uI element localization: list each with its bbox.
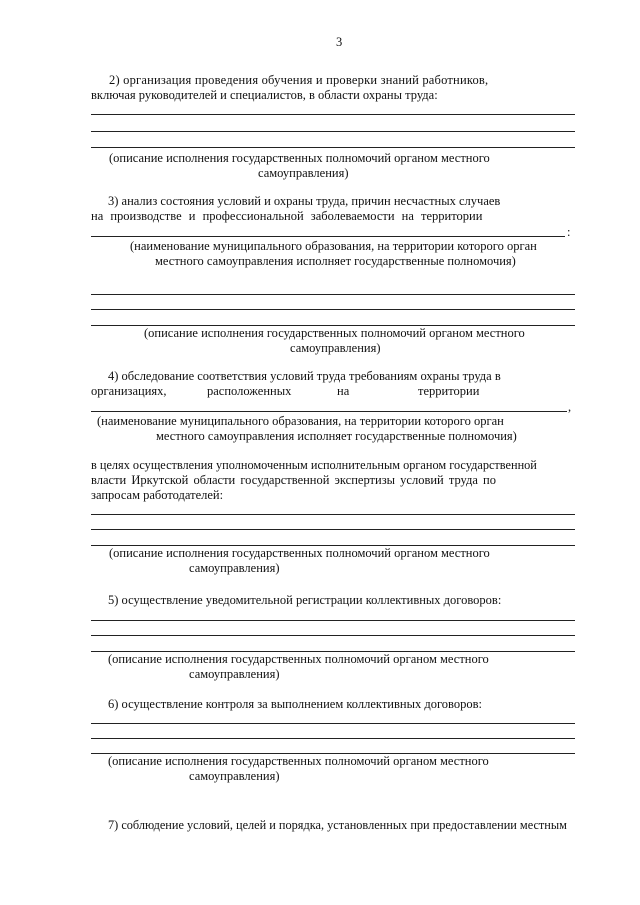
page-number: 3	[336, 35, 343, 49]
fill-line	[91, 411, 567, 412]
caption-exec-line2: самоуправления)	[258, 166, 349, 180]
item-2-line2: включая руководителей и специалистов, в области охраны труда:	[91, 88, 438, 102]
item-4-word4: территории	[418, 384, 480, 398]
fill-line	[91, 236, 565, 237]
fill-line	[91, 131, 575, 132]
fill-line	[91, 147, 575, 148]
item-4-comma: ,	[568, 400, 572, 414]
item-4-word2: расположенных	[207, 384, 292, 398]
caption-exec-line1: (описание исполнения государственных полномочий органом местного	[108, 652, 489, 666]
item-3-line1: 3) анализ состояния условий и охраны труда, причин несчастных случаев	[108, 194, 501, 208]
fill-line	[91, 738, 575, 739]
item-4-cont-line3: запросам работодателей:	[91, 488, 224, 502]
fill-line	[91, 723, 575, 724]
caption-exec-line1: (описание исполнения государственных полномочий органом местного	[108, 754, 489, 768]
item-4-word3: на	[337, 384, 350, 398]
caption-exec-line1: (описание исполнения государственных полномочий органом местного	[144, 326, 525, 340]
caption-municipal-line2: местного самоуправления исполняет государственные полномочия)	[156, 429, 517, 443]
item-5-line1: 5) осуществление уведомительной регистрации коллективных договоров:	[108, 593, 502, 607]
item-7-line1: 7) соблюдение условий, целей и порядка, установленных при предоставлении местным	[108, 818, 567, 832]
fill-line	[91, 514, 575, 515]
fill-line	[91, 635, 575, 636]
fill-line	[91, 114, 575, 115]
caption-municipal-line2: местного самоуправления исполняет государственные полномочия)	[155, 254, 516, 268]
item-4-line1: 4) обследование соответствия условий труда требованиям охраны труда в	[108, 369, 501, 383]
fill-line	[91, 309, 575, 310]
caption-exec-line1: (описание исполнения государственных полномочий органом местного	[109, 546, 490, 560]
item-2-line1: 2) организация проведения обучения и проверки знаний работников,	[109, 73, 489, 87]
item-3-line2: на производстве и профессиональной заболеваемости на территории	[91, 209, 483, 223]
item-4-word1: организациях,	[91, 384, 167, 398]
fill-line	[91, 294, 575, 295]
fill-line	[91, 529, 575, 530]
caption-municipal-line1: (наименование муниципального образования, на территории которого орган	[97, 414, 504, 428]
fill-line	[91, 620, 575, 621]
caption-exec-line1: (описание исполнения государственных полномочий органом местного	[109, 151, 490, 165]
caption-exec-line2: самоуправления)	[189, 769, 280, 783]
caption-exec-line2: самоуправления)	[189, 561, 280, 575]
caption-municipal-line1: (наименование муниципального образования, на территории которого орган	[130, 239, 537, 253]
caption-exec-line2: самоуправления)	[290, 341, 381, 355]
item-4-cont-line2: власти Иркутской области государственной экспертизы условий труда по	[91, 473, 496, 487]
item-3-colon: :	[567, 225, 571, 239]
caption-exec-line2: самоуправления)	[189, 667, 280, 681]
item-4-cont-line1: в целях осуществления уполномоченным исполнительным органом государственной	[91, 458, 537, 472]
item-6-line1: 6) осуществление контроля за выполнением коллективных договоров:	[108, 697, 482, 711]
